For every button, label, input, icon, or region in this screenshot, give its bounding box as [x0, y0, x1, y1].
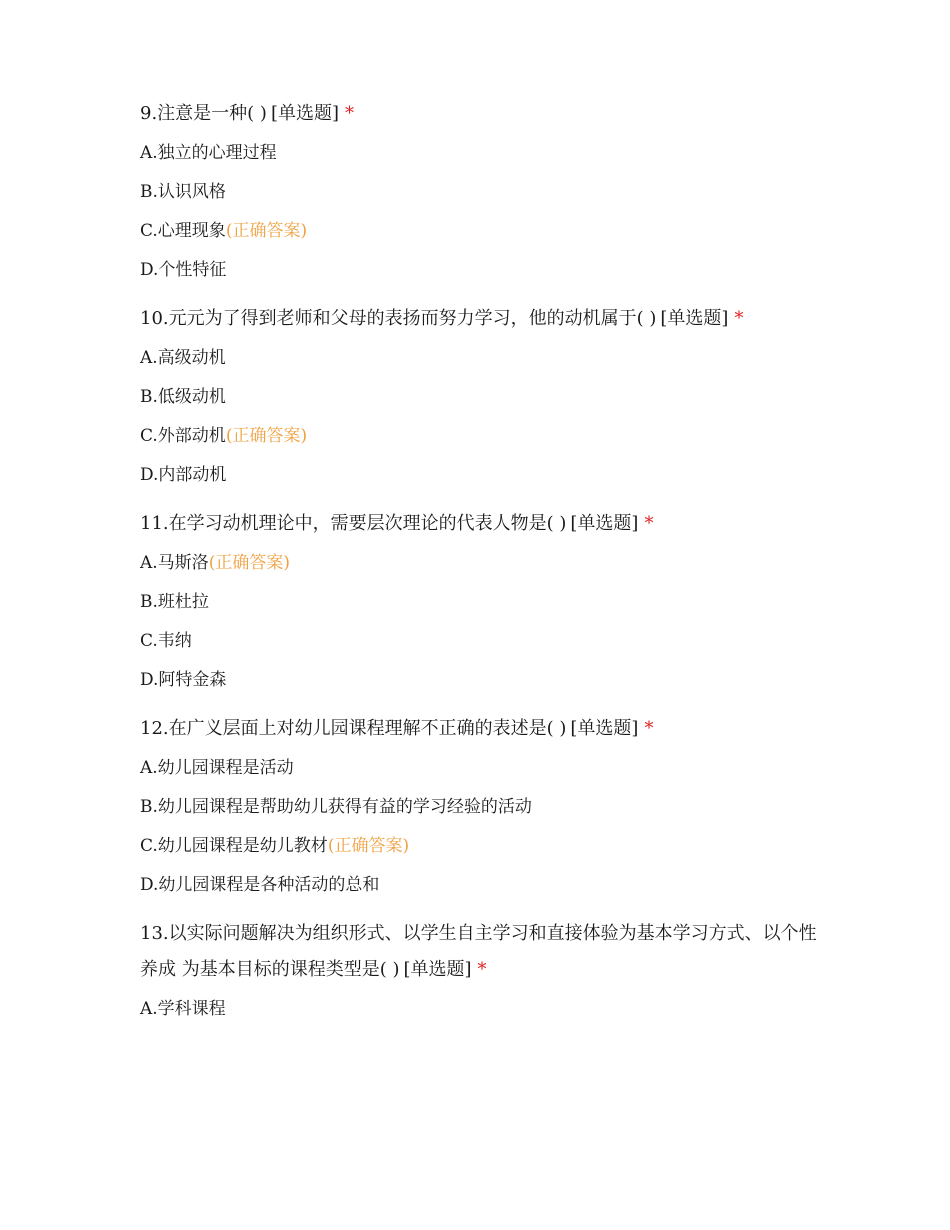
question-title: [140, 711, 820, 747]
option-item: [140, 755, 820, 781]
option-text: A.马斯洛: [140, 553, 209, 573]
option-text: A.高级动机: [140, 348, 226, 368]
required-asterisk: *: [644, 718, 654, 739]
option-text: B.认识风格: [140, 182, 226, 202]
question-list: [140, 96, 820, 1022]
question-block: [140, 301, 820, 488]
question-block: [140, 916, 820, 1022]
option-text: D.内部动机: [140, 465, 227, 485]
question-type-label: [单选题]: [570, 718, 639, 739]
option-item: [140, 589, 820, 615]
question-title: [140, 506, 820, 542]
option-item: [140, 462, 820, 488]
option-text: A.幼儿园课程是活动: [140, 758, 294, 778]
option-text: D.个性特征: [140, 260, 227, 280]
question-type-label: [单选题]: [570, 513, 639, 534]
option-list: [140, 140, 820, 283]
option-item: [140, 384, 820, 410]
option-text: B.低级动机: [140, 387, 226, 407]
option-text: C.心理现象: [140, 221, 226, 241]
question-block: [140, 506, 820, 693]
option-item: [140, 872, 820, 898]
question-title: [140, 96, 820, 132]
option-text: C.幼儿园课程是幼儿教材: [140, 836, 328, 856]
option-item: [140, 794, 820, 820]
correct-answer-marker: (正确答案): [225, 426, 308, 446]
option-text: A.学科课程: [140, 999, 226, 1019]
option-list: [140, 755, 820, 898]
option-text: B.班杜拉: [140, 592, 209, 612]
option-text: A.独立的心理过程: [140, 143, 277, 163]
option-text: D.阿特金森: [140, 670, 227, 690]
option-item: [140, 550, 820, 576]
option-text: B.幼儿园课程是帮助幼儿获得有益的学习经验的活动: [140, 797, 532, 817]
option-item: [140, 218, 820, 244]
required-asterisk: *: [477, 959, 487, 980]
option-text: C.韦纳: [140, 631, 192, 651]
option-text: C.外部动机: [140, 426, 226, 446]
correct-answer-marker: (正确答案): [225, 221, 308, 241]
correct-answer-marker: (正确答案): [327, 836, 410, 856]
required-asterisk: *: [345, 103, 354, 124]
required-asterisk: *: [644, 513, 654, 534]
question-text: 12.在广义层面上对幼儿园课程理解不正确的表述是( ): [140, 718, 567, 739]
question-text: 9.注意是一种( ): [140, 103, 267, 124]
question-title: [140, 916, 820, 988]
option-item: [140, 628, 820, 654]
option-item: [140, 179, 820, 205]
questionnaire-page: [140, 96, 820, 1040]
question-text: 11.在学习动机理论中，需要层次理论的代表人物是( ): [140, 513, 567, 534]
option-text: D.幼儿园课程是各种活动的总和: [140, 875, 380, 895]
option-item: [140, 996, 820, 1022]
option-item: [140, 667, 820, 693]
question-block: [140, 711, 820, 898]
option-item: [140, 345, 820, 371]
question-title: [140, 301, 820, 337]
option-list: [140, 550, 820, 693]
option-list: [140, 345, 820, 488]
option-list: [140, 996, 820, 1022]
question-text: 13.以实际问题解决为组织形式、以学生自主学习和直接体验为基本学习方式、以个性养成 为基本目标的课程类型是( ): [140, 923, 817, 980]
option-item: [140, 257, 820, 283]
option-item: [140, 833, 820, 859]
question-type-label: [单选题]: [270, 103, 339, 124]
question-block: [140, 96, 820, 283]
option-item: [140, 140, 820, 166]
question-text: 10.元元为了得到老师和父母的表扬而努力学习，他的动机属于( ): [140, 308, 657, 329]
correct-answer-marker: (正确答案): [208, 553, 290, 573]
question-type-label: [单选题]: [403, 959, 472, 980]
question-type-label: [单选题]: [660, 308, 729, 329]
option-item: [140, 423, 820, 449]
required-asterisk: *: [734, 308, 744, 329]
